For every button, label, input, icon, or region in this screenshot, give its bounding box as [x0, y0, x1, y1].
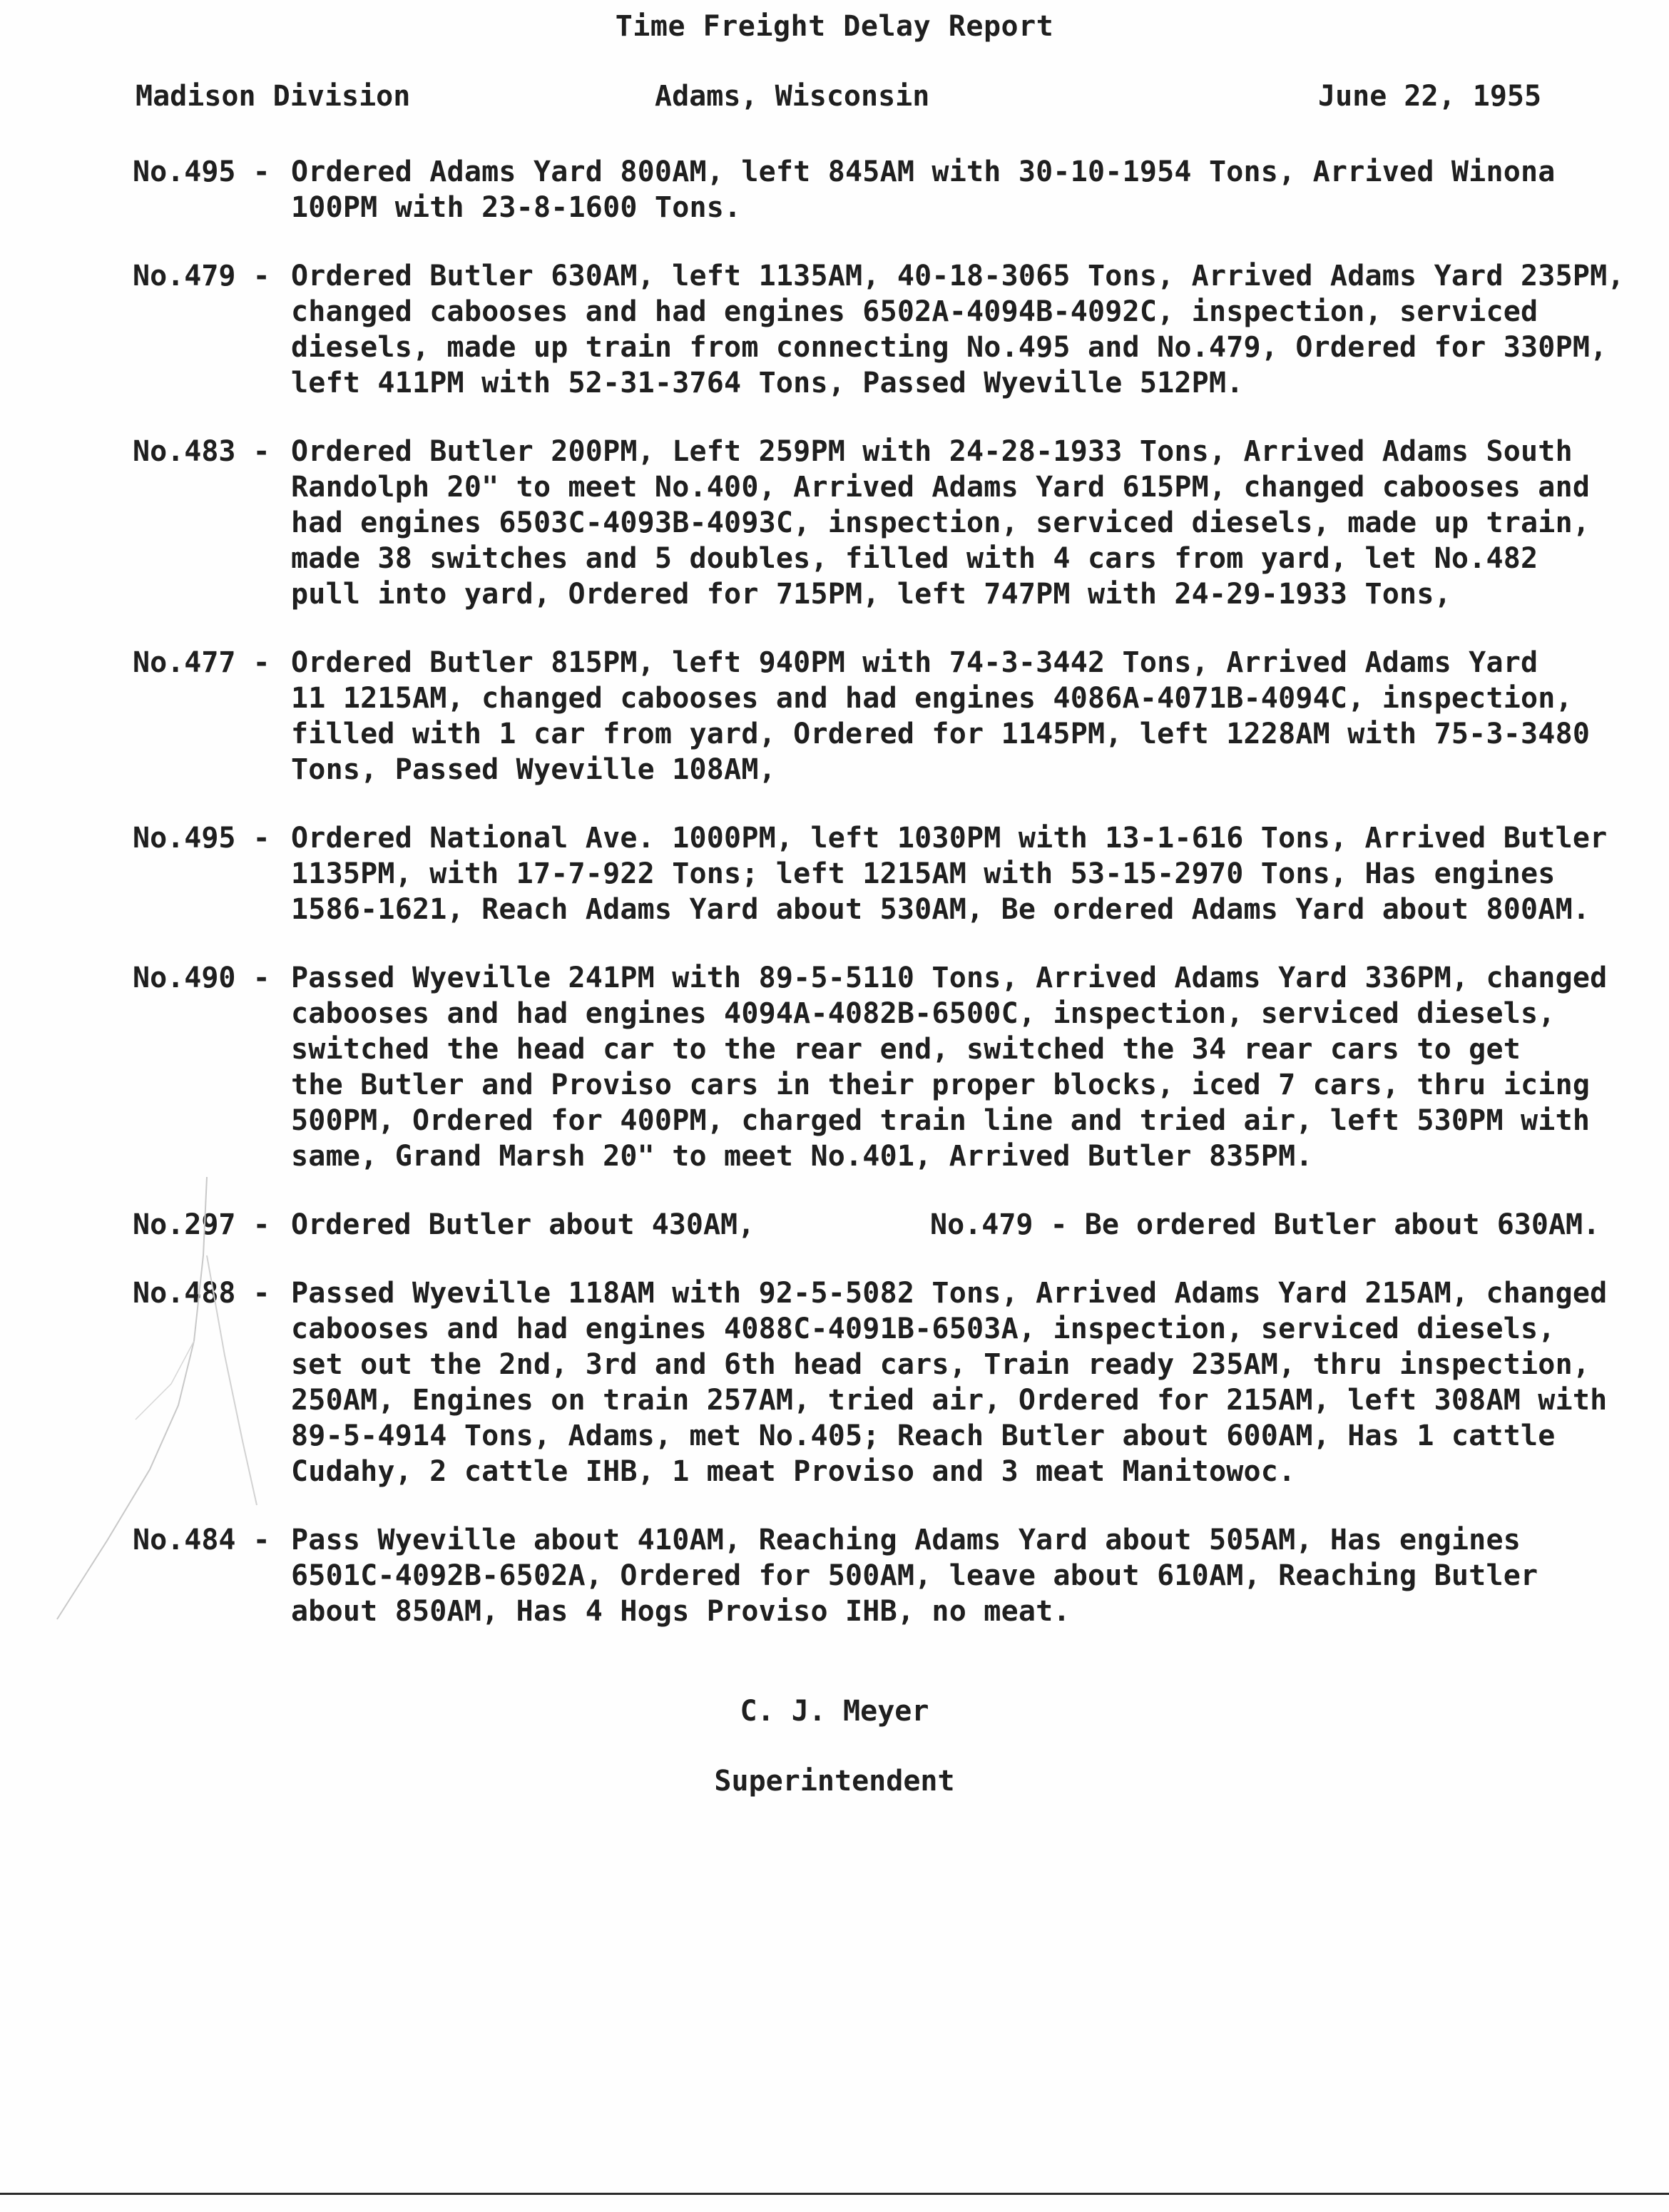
train-entry-split — [133, 1207, 1645, 1243]
train-entry-text: Ordered Butler 630AM, left 1135AM, 40-18-3065 Tons, Arrived Adams Yard 235PM, changed cabooses and had engines 6502A-4094B-4092C, inspection, serviced diesels, made up train from connecting No.495 and No.479, Ordered for 330PM, left 411PM with 52-31-3764 Tons, Passed Wyeville 512PM. — [291, 260, 1625, 399]
train-number: No.495 - — [133, 156, 270, 188]
location-label: Adams, Wisconsin — [655, 80, 930, 113]
train-number: No.495 - — [133, 822, 270, 855]
train-entries — [133, 154, 1645, 1662]
train-entry-text: Passed Wyeville 241PM with 89-5-5110 Tons, Arrived Adams Yard 336PM, changed cabooses and had engines 4094A-4082B-6500C, inspection, serviced diesels, switched the head car to the rear end, switched the 34 rear cars to get the Butler and Proviso cars in their proper blocks, iced 7 cars, thru icing 500PM, Ordered for 400PM, charged train line and tried air, left 530PM with same, Grand Marsh 20" to meet No.401, Arrived Butler 835PM. — [291, 962, 1608, 1173]
train-entry-text: Ordered Butler 200PM, Left 259PM with 24-28-1933 Tons, Arrived Adams South Randolph 20" to meet No.400, Arrived Adams Yard 615PM, changed cabooses and had engines 6503C-4093B-4093C, inspection, serviced diesels, made up train, made 38 switches and 5 doubles, filled with 4 cars from yard, let No.482 pull into yard, Ordered for 715PM, left 747PM with 24-29-1933 Tons, — [291, 435, 1591, 611]
division-label: Madison Division — [136, 80, 411, 113]
train-entry-text-secondary: No.479 - Be ordered Butler about 630AM. — [930, 1208, 1601, 1241]
report-header — [136, 80, 1548, 120]
page-bottom-edge — [0, 2193, 1669, 2195]
train-number: No.479 - — [133, 260, 270, 292]
train-entry-text: Ordered National Ave. 1000PM, left 1030PM with 13-1-616 Tons, Arrived Butler 1135PM, with 17-7-922 Tons; left 1215AM with 53-15-2970 Tons, Has engines 1586-1621, Reach Adams Yard about 530AM, Be ordered Adams Yard about 800AM. — [291, 822, 1608, 926]
train-number: No.483 - — [133, 435, 270, 468]
train-entry — [133, 645, 1645, 788]
train-entry-text: Ordered Adams Yard 800AM, left 845AM with 30-10-1954 Tons, Arrived Winona 100PM with 23-8-1600 Tons. — [291, 156, 1556, 224]
train-entry-text: Ordered Butler about 430AM, — [291, 1208, 755, 1241]
train-entry — [133, 820, 1645, 927]
train-entry-text: Passed Wyeville 118AM with 92-5-5082 Tons, Arrived Adams Yard 215AM, changed cabooses and had engines 4088C-4091B-6503A, inspection, serviced diesels, set out the 2nd, 3rd and 6th head cars, Train ready 235AM, thru inspection, 250AM, Engines on train 257AM, tried air, Ordered for 215AM, left 308AM with 89-5-4914 Tons, Adams, met No.405; Reach Butler about 600AM, Has 1 cattle Cudahy, 2 cattle IHB, 1 meat Proviso and 3 meat Manitowoc. — [291, 1277, 1608, 1488]
train-entry — [133, 154, 1645, 225]
train-number: No.488 - — [133, 1277, 270, 1310]
train-entry — [133, 434, 1645, 612]
train-entry — [133, 258, 1645, 401]
train-number: No.490 - — [133, 962, 270, 994]
train-number: No.484 - — [133, 1524, 270, 1556]
report-title: Time Freight Delay Report — [615, 10, 1054, 43]
train-entry — [133, 1275, 1645, 1489]
train-entry-text: Ordered Butler 815PM, left 940PM with 74-3-3442 Tons, Arrived Adams Yard 11 1215AM, changed cabooses and had engines 4086A-4071B-4094C, inspection, filled with 1 car from yard, Ordered for 1145PM, left 1228AM with 75-3-3480 Tons, Passed Wyeville 108AM, — [291, 646, 1591, 786]
train-number: No.297 - — [133, 1208, 270, 1241]
train-number: No.477 - — [133, 646, 270, 679]
train-entry — [133, 1522, 1645, 1629]
report-date: June 22, 1955 — [1318, 80, 1542, 113]
paper-crease-mark — [29, 1170, 271, 1641]
signature-title: Superintendent — [714, 1765, 955, 1798]
train-entry-text: Pass Wyeville about 410AM, Reaching Adams Yard about 505AM, Has engines 6501C-4092B-6502A, Ordered for 500AM, leave about 610AM, Reaching Butler about 850AM, Has 4 Hogs Proviso IHB, no meat. — [291, 1524, 1538, 1628]
signature-name: C. J. Meyer — [740, 1695, 929, 1728]
train-entry — [133, 960, 1645, 1174]
